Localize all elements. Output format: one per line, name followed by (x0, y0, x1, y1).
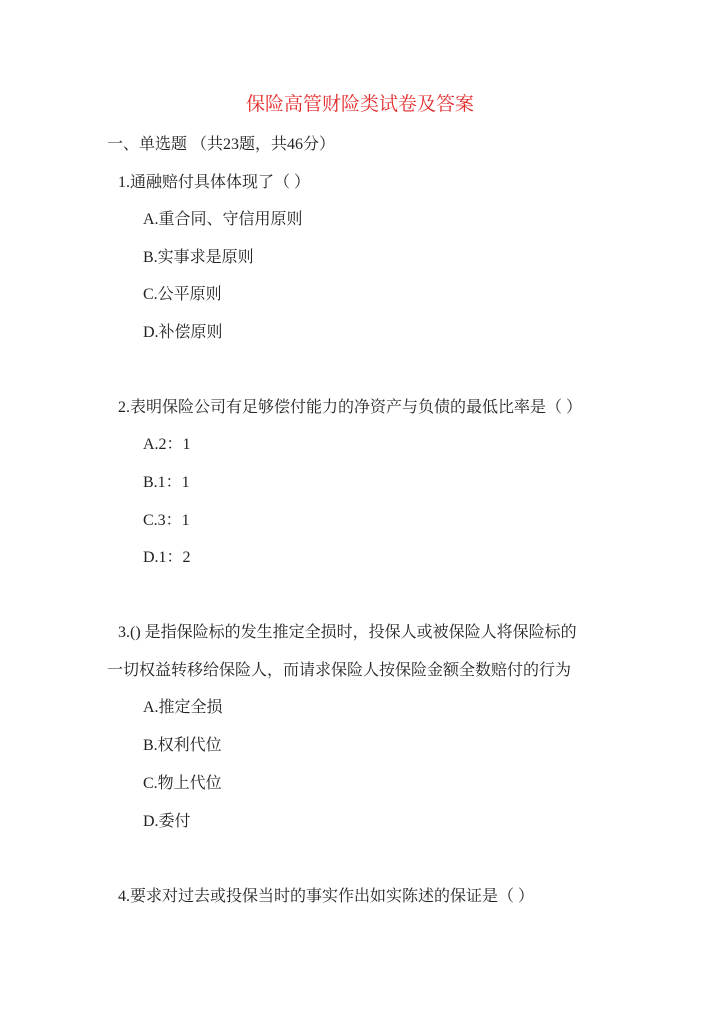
question-stem: 4.要求对过去或投保当时的事实作出如实陈述的保证是（ ） (118, 888, 535, 905)
section-heading: 一、单选题 （共23题，共46分） (107, 136, 336, 153)
option-b: B.实事求是原则 (143, 249, 254, 266)
option-b: B.1：1 (143, 474, 190, 491)
question-stem: 2.表明保险公司有足够偿付能力的净资产与负债的最低比率是（ ） (118, 399, 583, 416)
option-c: C.物上代位 (143, 775, 222, 792)
option-c: C.公平原则 (143, 286, 222, 303)
option-c: C.3：1 (143, 512, 190, 529)
option-a: A.2：1 (143, 436, 191, 453)
document-title: 保险高管财险类试卷及答案 (245, 94, 474, 115)
question-stem: 3.() 是指保险标的发生推定全损时，投保人或被保险人将保险标的 (118, 624, 577, 641)
option-d: D.委付 (143, 813, 191, 830)
option-d: D.1：2 (143, 549, 191, 566)
question-stem-continued: 一切权益转移给保险人，而请求保险人按保险金额全数赔付的行为 (107, 662, 572, 679)
option-a: A.重合同、守信用原则 (143, 211, 303, 228)
question-stem: 1.通融赔付具体体现了（ ） (118, 174, 311, 191)
option-b: B.权利代位 (143, 737, 222, 754)
option-a: A.推定全损 (143, 699, 223, 716)
option-d: D.补偿原则 (143, 324, 223, 341)
